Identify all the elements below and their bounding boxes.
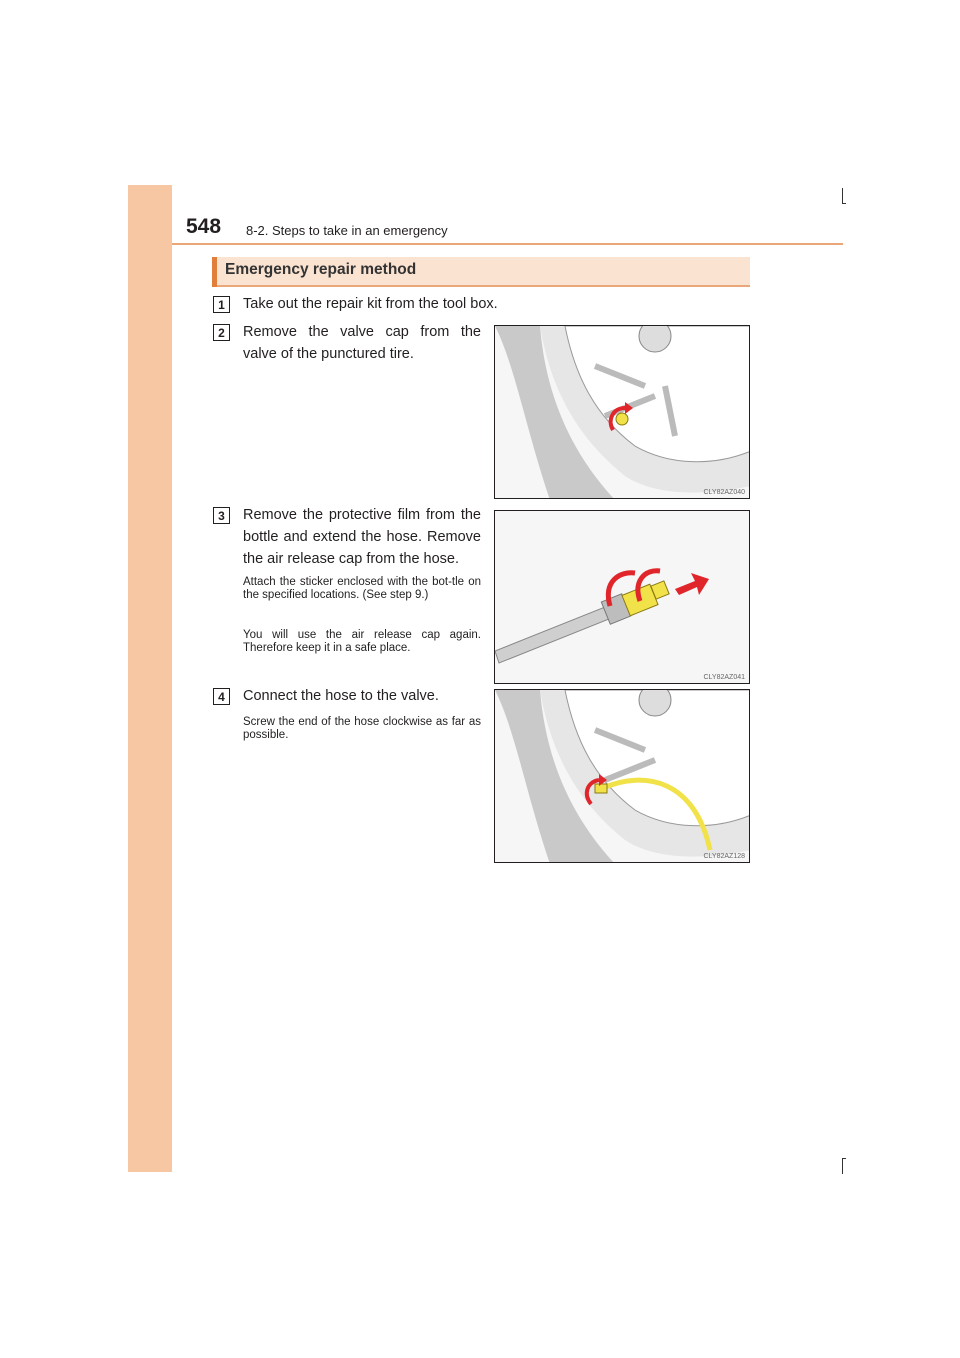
step-3-number: 3 — [213, 507, 230, 524]
figure-code: CLY82AZ128 — [703, 853, 745, 860]
figure-hose-connect — [494, 689, 750, 863]
figure-code: CLY82AZ040 — [703, 489, 745, 496]
page-number: 548 — [186, 215, 222, 238]
step-4-note-1: Screw the end of the hose clockwise as far as possible. — [243, 716, 481, 741]
step-1-number: 1 — [213, 296, 230, 313]
step-4-text: Connect the hose to the valve. — [243, 688, 439, 704]
section-title-bar — [212, 257, 750, 287]
step-3-note-2: You will use the air release cap again. Therefore keep it in a safe place. — [243, 629, 481, 654]
section-title: Emergency repair method — [225, 261, 417, 278]
crop-mark-top — [842, 188, 843, 204]
step-3-text: Remove the protective film from the bottle and extend the hose. Remove the air release cap from the hose. — [243, 507, 481, 567]
header-rule — [172, 243, 843, 245]
crop-mark-top-tick — [842, 203, 846, 204]
step-2-text: Remove the valve cap from the valve of the punctured tire. — [243, 324, 481, 362]
step-3-note-1: Attach the sticker enclosed with the bot-tle on the specified locations. (See step 9.) — [243, 576, 481, 601]
title-accent — [212, 257, 217, 287]
crop-mark-bottom — [842, 1158, 843, 1174]
crop-mark-bottom-tick — [842, 1158, 846, 1159]
figure-hose-cap — [494, 510, 750, 684]
figure-code: CLY82AZ041 — [703, 674, 745, 681]
step-4-number: 4 — [213, 688, 230, 705]
section-heading: 8-2. Steps to take in an emergency — [246, 223, 448, 238]
step-2-number: 2 — [213, 324, 230, 341]
chapter-sidebar-tab — [128, 185, 172, 1172]
figure-valve-cap — [494, 325, 750, 499]
step-1-text: Take out the repair kit from the tool box. — [243, 296, 498, 312]
